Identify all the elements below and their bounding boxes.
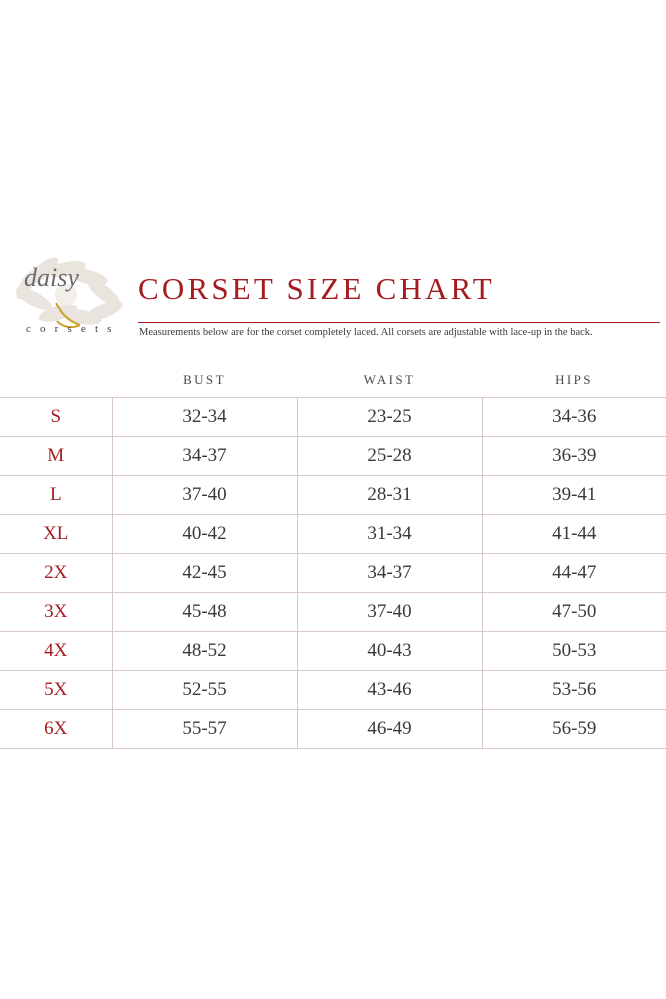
bust-value: 45-48 xyxy=(112,593,297,632)
table-row xyxy=(0,437,666,476)
title-divider xyxy=(138,322,660,323)
hips-value: 39-41 xyxy=(482,476,666,515)
hips-value: 44-47 xyxy=(482,554,666,593)
bust-value: 55-57 xyxy=(112,710,297,749)
hips-value: 50-53 xyxy=(482,632,666,671)
waist-value: 25-28 xyxy=(297,437,482,476)
bust-value: 52-55 xyxy=(112,671,297,710)
hips-value: 34-36 xyxy=(482,398,666,437)
hips-value: 53-56 xyxy=(482,671,666,710)
waist-value: 23-25 xyxy=(297,398,482,437)
table-row xyxy=(0,476,666,515)
size-label: 3X xyxy=(0,593,112,632)
hips-value: 47-50 xyxy=(482,593,666,632)
bust-value: 32-34 xyxy=(112,398,297,437)
table-row xyxy=(0,710,666,749)
bust-value: 48-52 xyxy=(112,632,297,671)
table-row xyxy=(0,632,666,671)
bust-value: 40-42 xyxy=(112,515,297,554)
waist-value: 40-43 xyxy=(297,632,482,671)
bust-value: 42-45 xyxy=(112,554,297,593)
size-table-container xyxy=(0,363,666,749)
table-row xyxy=(0,671,666,710)
waist-value: 43-46 xyxy=(297,671,482,710)
bust-value: 37-40 xyxy=(112,476,297,515)
waist-value: 31-34 xyxy=(297,515,482,554)
table-row xyxy=(0,515,666,554)
column-header-waist: WAIST xyxy=(363,372,416,387)
table-header-row xyxy=(0,363,666,398)
chart-header xyxy=(0,243,666,361)
brand-name: daisy xyxy=(24,263,79,292)
size-chart-table xyxy=(0,363,666,749)
size-label: 4X xyxy=(0,632,112,671)
page-title: CORSET SIZE CHART xyxy=(138,271,495,306)
waist-value: 28-31 xyxy=(297,476,482,515)
size-label: M xyxy=(0,437,112,476)
hips-value: 41-44 xyxy=(482,515,666,554)
waist-value: 46-49 xyxy=(297,710,482,749)
size-label: S xyxy=(0,398,112,437)
size-label: L xyxy=(0,476,112,515)
waist-value: 34-37 xyxy=(297,554,482,593)
column-header-bust: BUST xyxy=(183,372,226,387)
size-label: 2X xyxy=(0,554,112,593)
table-row xyxy=(0,398,666,437)
column-header-size xyxy=(0,363,112,398)
hips-value: 36-39 xyxy=(482,437,666,476)
column-header-hips: HIPS xyxy=(555,372,593,387)
table-row xyxy=(0,554,666,593)
hips-value: 56-59 xyxy=(482,710,666,749)
size-label: XL xyxy=(0,515,112,554)
size-label: 5X xyxy=(0,671,112,710)
measurement-note: Measurements below are for the corset completely laced. All corsets are adjustable with lace-up in the back. xyxy=(139,327,593,338)
table-row xyxy=(0,593,666,632)
bust-value: 34-37 xyxy=(112,437,297,476)
brand-tagline: c o r s e t s xyxy=(26,323,115,335)
waist-value: 37-40 xyxy=(297,593,482,632)
table-body xyxy=(0,398,666,749)
size-label: 6X xyxy=(0,710,112,749)
brand-logo xyxy=(8,251,130,347)
